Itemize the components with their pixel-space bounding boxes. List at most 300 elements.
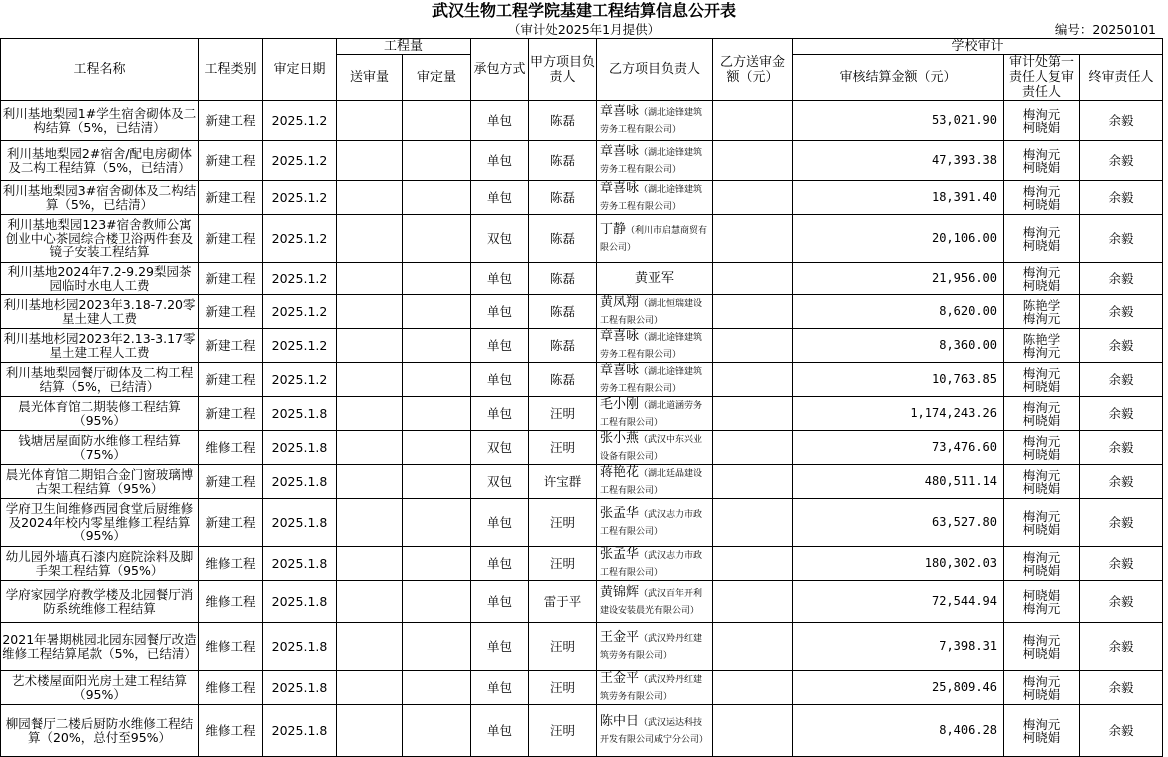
final-responsible-cell: 余毅 bbox=[1080, 141, 1163, 181]
table-row bbox=[1, 499, 1163, 547]
audit-amount-cell: 18,391.40 bbox=[793, 181, 1004, 215]
party-b-amount-cell bbox=[713, 181, 793, 215]
page-subtitle: （审计处2025年1月提供） bbox=[507, 22, 661, 37]
party-b-manager-cell bbox=[597, 397, 713, 431]
table-row bbox=[1, 431, 1163, 465]
final-responsible-cell: 余毅 bbox=[1080, 101, 1163, 141]
party-b-manager-cell bbox=[597, 215, 713, 263]
sent-quantity-cell bbox=[337, 431, 403, 465]
project-name-cell: 利川基地梨园餐厅砌体及二构工程结算（5%，已结清） bbox=[1, 363, 199, 397]
approved-quantity-cell bbox=[403, 215, 471, 263]
audit-amount-cell: 53,021.90 bbox=[793, 101, 1004, 141]
audit-amount-cell: 21,956.00 bbox=[793, 263, 1004, 295]
approval-date-cell: 2025.1.8 bbox=[263, 547, 337, 581]
first-responsible: 梅洵元 bbox=[1022, 632, 1061, 648]
approval-date-cell: 2025.1.2 bbox=[263, 101, 337, 141]
sent-quantity-cell bbox=[337, 363, 403, 397]
first-responsible: 梅洵元 bbox=[1022, 433, 1061, 449]
review-responsible: 柯晓娟 bbox=[1022, 645, 1061, 661]
final-responsible-cell: 余毅 bbox=[1080, 215, 1163, 263]
approved-quantity-cell bbox=[403, 263, 471, 295]
sent-quantity-cell bbox=[337, 329, 403, 363]
approved-quantity-cell bbox=[403, 581, 471, 623]
final-responsible-cell: 余毅 bbox=[1080, 465, 1163, 499]
review-responsible: 柯晓娟 bbox=[1022, 196, 1061, 212]
table-row bbox=[1, 215, 1163, 263]
party-b-amount-cell bbox=[713, 397, 793, 431]
party-b-amount-cell bbox=[713, 499, 793, 547]
party-b-amount-cell bbox=[713, 329, 793, 363]
audit-responsible-cell bbox=[1004, 499, 1080, 547]
project-type-cell: 维修工程 bbox=[199, 705, 263, 757]
col-header-party-b-amount: 乙方送审金额（元） bbox=[713, 39, 793, 101]
contract-type-cell: 单包 bbox=[471, 141, 529, 181]
audit-responsible-cell bbox=[1004, 295, 1080, 329]
approved-quantity-cell bbox=[403, 623, 471, 671]
audit-amount-cell: 480,511.14 bbox=[793, 465, 1004, 499]
contractor-name: 黄亚军 bbox=[635, 271, 675, 287]
first-responsible: 柯晓娟 bbox=[1022, 587, 1061, 603]
sent-quantity-cell bbox=[337, 295, 403, 329]
contractor-name: 章喜咏 bbox=[600, 363, 640, 378]
first-responsible: 梅洵元 bbox=[1022, 673, 1061, 689]
project-type-cell: 维修工程 bbox=[199, 431, 263, 465]
party-b-manager-cell bbox=[597, 101, 713, 141]
contract-type-cell: 双包 bbox=[471, 215, 529, 263]
project-name-cell: 利川基地梨园3#宿舍砌体及二构结算（5%，已结清） bbox=[1, 181, 199, 215]
col-header-party-b: 乙方项目负责人 bbox=[597, 39, 713, 101]
audit-responsible-cell bbox=[1004, 431, 1080, 465]
sent-quantity-cell bbox=[337, 499, 403, 547]
audit-responsible-cell bbox=[1004, 215, 1080, 263]
sent-quantity-cell bbox=[337, 623, 403, 671]
party-a-manager-cell: 陈磊 bbox=[529, 215, 597, 263]
sent-quantity-cell bbox=[337, 263, 403, 295]
party-a-manager-cell: 陈磊 bbox=[529, 263, 597, 295]
table-row bbox=[1, 263, 1163, 295]
review-responsible: 梅洵元 bbox=[1022, 600, 1061, 616]
contract-type-cell: 单包 bbox=[471, 101, 529, 141]
audit-amount-cell: 8,406.28 bbox=[793, 705, 1004, 757]
contractor-name: 章喜咏 bbox=[600, 181, 640, 196]
table-header bbox=[1, 39, 1163, 101]
contractor-name: 张孟华 bbox=[600, 506, 640, 521]
table-row bbox=[1, 181, 1163, 215]
party-a-manager-cell: 陈磊 bbox=[529, 363, 597, 397]
party-b-amount-cell bbox=[713, 465, 793, 499]
contractor-company: （武汉志力市政工程有限公司） bbox=[600, 551, 703, 578]
party-b-manager-cell bbox=[597, 705, 713, 757]
sent-quantity-cell bbox=[337, 181, 403, 215]
sent-quantity-cell bbox=[337, 581, 403, 623]
contract-type-cell: 单包 bbox=[471, 705, 529, 757]
party-a-manager-cell: 雷于平 bbox=[529, 581, 597, 623]
audit-amount-cell: 1,174,243.26 bbox=[793, 397, 1004, 431]
party-b-manager-cell bbox=[597, 465, 713, 499]
approval-date-cell: 2025.1.2 bbox=[263, 181, 337, 215]
contract-type-cell: 单包 bbox=[471, 329, 529, 363]
project-name-cell: 艺术楼屋面阳光房土建工程结算（95%） bbox=[1, 671, 199, 705]
contractor-company: （武汉志力市政工程有限公司） bbox=[600, 510, 703, 537]
first-responsible: 梅洵元 bbox=[1022, 264, 1061, 280]
table-row bbox=[1, 295, 1163, 329]
col-header-school-audit: 学校审计 bbox=[793, 39, 1163, 55]
party-b-manager-cell bbox=[597, 363, 713, 397]
approval-date-cell: 2025.1.8 bbox=[263, 431, 337, 465]
project-type-cell: 新建工程 bbox=[199, 295, 263, 329]
project-type-cell: 新建工程 bbox=[199, 465, 263, 499]
party-a-manager-cell: 许宝群 bbox=[529, 465, 597, 499]
first-responsible: 梅洵元 bbox=[1022, 183, 1061, 199]
table-row bbox=[1, 363, 1163, 397]
final-responsible-cell: 余毅 bbox=[1080, 671, 1163, 705]
review-responsible: 柯晓娟 bbox=[1022, 521, 1061, 537]
review-responsible: 柯晓娟 bbox=[1022, 562, 1061, 578]
review-responsible: 柯晓娟 bbox=[1022, 277, 1061, 293]
contractor-company: （湖北道涵劳务工程有限公司） bbox=[600, 401, 703, 428]
sent-quantity-cell bbox=[337, 141, 403, 181]
final-responsible-cell: 余毅 bbox=[1080, 363, 1163, 397]
approval-date-cell: 2025.1.8 bbox=[263, 623, 337, 671]
project-type-cell: 新建工程 bbox=[199, 499, 263, 547]
final-responsible-cell: 余毅 bbox=[1080, 499, 1163, 547]
contract-type-cell: 单包 bbox=[471, 671, 529, 705]
final-responsible-cell: 余毅 bbox=[1080, 623, 1163, 671]
approved-quantity-cell bbox=[403, 547, 471, 581]
project-type-cell: 新建工程 bbox=[199, 101, 263, 141]
first-responsible: 梅洵元 bbox=[1022, 716, 1061, 732]
party-b-amount-cell bbox=[713, 141, 793, 181]
contractor-name: 张孟华 bbox=[600, 547, 640, 562]
audit-amount-cell: 180,302.03 bbox=[793, 547, 1004, 581]
col-header-sent: 送审量 bbox=[337, 55, 403, 101]
audit-responsible-cell bbox=[1004, 623, 1080, 671]
audit-amount-cell: 47,393.38 bbox=[793, 141, 1004, 181]
party-b-amount-cell bbox=[713, 215, 793, 263]
contract-type-cell: 单包 bbox=[471, 547, 529, 581]
party-b-manager-cell bbox=[597, 547, 713, 581]
audit-responsible-cell bbox=[1004, 705, 1080, 757]
review-responsible: 柯晓娟 bbox=[1022, 159, 1061, 175]
first-responsible: 梅洵元 bbox=[1022, 365, 1061, 381]
party-b-amount-cell bbox=[713, 581, 793, 623]
table-row bbox=[1, 547, 1163, 581]
project-name-cell: 学府家园学府教学楼及北园餐厅消防系统维修工程结算 bbox=[1, 581, 199, 623]
party-b-manager-cell bbox=[597, 263, 713, 295]
contract-type-cell: 单包 bbox=[471, 295, 529, 329]
audit-responsible-cell bbox=[1004, 263, 1080, 295]
table-body bbox=[1, 101, 1163, 757]
table-row bbox=[1, 671, 1163, 705]
party-a-manager-cell: 汪明 bbox=[529, 623, 597, 671]
col-header-approved: 审定量 bbox=[403, 55, 471, 101]
contract-type-cell: 双包 bbox=[471, 431, 529, 465]
contractor-name: 丁静 bbox=[600, 222, 627, 237]
contractor-name: 张小燕 bbox=[600, 431, 640, 446]
contractor-company: （湖北途锋建筑劳务工程有限公司） bbox=[600, 108, 703, 135]
sent-quantity-cell bbox=[337, 671, 403, 705]
contractor-company: （湖北途锋建筑劳务工程有限公司） bbox=[600, 367, 703, 394]
party-a-manager-cell: 陈磊 bbox=[529, 141, 597, 181]
project-name-cell: 晨光体育馆二期铝合金门窗玻璃博古架工程结算（95%） bbox=[1, 465, 199, 499]
first-responsible: 梅洵元 bbox=[1022, 399, 1061, 415]
contract-type-cell: 双包 bbox=[471, 465, 529, 499]
approved-quantity-cell bbox=[403, 499, 471, 547]
project-name-cell: 幼儿园外墙真石漆内庭院涂料及脚手架工程结算（95%） bbox=[1, 547, 199, 581]
party-a-manager-cell: 汪明 bbox=[529, 431, 597, 465]
party-a-manager-cell: 汪明 bbox=[529, 547, 597, 581]
project-type-cell: 新建工程 bbox=[199, 329, 263, 363]
party-b-manager-cell bbox=[597, 499, 713, 547]
project-type-cell: 维修工程 bbox=[199, 581, 263, 623]
project-type-cell: 新建工程 bbox=[199, 363, 263, 397]
col-header-contract: 承包方式 bbox=[471, 39, 529, 101]
contractor-company: （湖北恒瑞建设工程有限公司） bbox=[600, 299, 703, 326]
contractor-company: （武汉运达科技开发有限公司咸宁分公司） bbox=[600, 718, 709, 745]
final-responsible-cell: 余毅 bbox=[1080, 397, 1163, 431]
table-row bbox=[1, 623, 1163, 671]
sent-quantity-cell bbox=[337, 397, 403, 431]
first-responsible: 陈艳学 bbox=[1022, 331, 1061, 347]
approval-date-cell: 2025.1.8 bbox=[263, 499, 337, 547]
approval-date-cell: 2025.1.2 bbox=[263, 215, 337, 263]
col-header-audit-responsible: 审计处第一责任人复审责任人 bbox=[1004, 55, 1080, 101]
audit-amount-cell: 63,527.80 bbox=[793, 499, 1004, 547]
party-b-amount-cell bbox=[713, 671, 793, 705]
project-name-cell: 利川基地杉园2023年2.13-3.17零星土建工程人工费 bbox=[1, 329, 199, 363]
party-b-amount-cell bbox=[713, 431, 793, 465]
first-responsible: 梅洵元 bbox=[1022, 106, 1061, 122]
contractor-company: （湖北途锋建筑劳务工程有限公司） bbox=[600, 148, 703, 175]
contract-type-cell: 单包 bbox=[471, 363, 529, 397]
sent-quantity-cell bbox=[337, 101, 403, 141]
review-responsible: 柯晓娟 bbox=[1022, 686, 1061, 702]
contractor-company: （湖北廷晶建设工程有限公司） bbox=[600, 469, 703, 496]
contract-type-cell: 单包 bbox=[471, 263, 529, 295]
review-responsible: 柯晓娟 bbox=[1022, 480, 1061, 496]
first-responsible: 梅洵元 bbox=[1022, 146, 1061, 162]
audit-amount-cell: 7,398.31 bbox=[793, 623, 1004, 671]
table-row bbox=[1, 705, 1163, 757]
project-name-cell: 学府卫生间维修西园食堂后厨维修及2024年校内零星维修工程结算（95%） bbox=[1, 499, 199, 547]
project-name-cell: 钱塘居屋面防水维修工程结算（75%） bbox=[1, 431, 199, 465]
final-responsible-cell: 余毅 bbox=[1080, 431, 1163, 465]
table-row bbox=[1, 329, 1163, 363]
first-responsible: 陈艳学 bbox=[1022, 297, 1061, 313]
party-a-manager-cell: 陈磊 bbox=[529, 295, 597, 329]
audit-responsible-cell bbox=[1004, 329, 1080, 363]
contractor-name: 王金平 bbox=[600, 630, 640, 645]
party-b-amount-cell bbox=[713, 363, 793, 397]
approved-quantity-cell bbox=[403, 101, 471, 141]
audit-amount-cell: 8,620.00 bbox=[793, 295, 1004, 329]
approval-date-cell: 2025.1.2 bbox=[263, 141, 337, 181]
audit-amount-cell: 73,476.60 bbox=[793, 431, 1004, 465]
audit-amount-cell: 10,763.85 bbox=[793, 363, 1004, 397]
approval-date-cell: 2025.1.8 bbox=[263, 581, 337, 623]
party-a-manager-cell: 陈磊 bbox=[529, 329, 597, 363]
contractor-name: 章喜咏 bbox=[600, 104, 640, 119]
party-a-manager-cell: 汪明 bbox=[529, 397, 597, 431]
party-b-manager-cell bbox=[597, 671, 713, 705]
approval-date-cell: 2025.1.8 bbox=[263, 705, 337, 757]
party-a-manager-cell: 陈磊 bbox=[529, 101, 597, 141]
party-b-manager-cell bbox=[597, 623, 713, 671]
approved-quantity-cell bbox=[403, 329, 471, 363]
approved-quantity-cell bbox=[403, 431, 471, 465]
approval-date-cell: 2025.1.8 bbox=[263, 397, 337, 431]
approval-date-cell: 2025.1.2 bbox=[263, 263, 337, 295]
audit-responsible-cell bbox=[1004, 181, 1080, 215]
audit-responsible-cell bbox=[1004, 101, 1080, 141]
contractor-name: 章喜咏 bbox=[600, 144, 640, 159]
project-name-cell: 利川基地梨园123#宿舍教师公寓创业中心茶园综合楼卫浴两件套及镜子安装工程结算 bbox=[1, 215, 199, 263]
approved-quantity-cell bbox=[403, 141, 471, 181]
audit-responsible-cell bbox=[1004, 465, 1080, 499]
settlement-table bbox=[0, 38, 1163, 757]
approval-date-cell: 2025.1.2 bbox=[263, 329, 337, 363]
party-b-manager-cell bbox=[597, 181, 713, 215]
audit-amount-cell: 25,809.46 bbox=[793, 671, 1004, 705]
contractor-company: （湖北途锋建筑劳务工程有限公司） bbox=[600, 185, 703, 212]
approval-date-cell: 2025.1.8 bbox=[263, 465, 337, 499]
final-responsible-cell: 余毅 bbox=[1080, 547, 1163, 581]
first-responsible: 梅洵元 bbox=[1022, 549, 1061, 565]
party-a-manager-cell: 陈磊 bbox=[529, 181, 597, 215]
audit-amount-cell: 72,544.94 bbox=[793, 581, 1004, 623]
document-number: 编号：20250101 bbox=[1054, 22, 1156, 37]
contract-type-cell: 单包 bbox=[471, 181, 529, 215]
project-name-cell: 利川基地梨园2#宿舍/配电房砌体及二构工程结算（5%，已结清） bbox=[1, 141, 199, 181]
review-responsible: 柯晓娟 bbox=[1022, 237, 1061, 253]
audit-responsible-cell bbox=[1004, 363, 1080, 397]
project-name-cell: 利川基地2024年7.2-9.29梨园茶园临时水电人工费 bbox=[1, 263, 199, 295]
project-type-cell: 维修工程 bbox=[199, 623, 263, 671]
final-responsible-cell: 余毅 bbox=[1080, 295, 1163, 329]
project-name-cell: 利川基地杉园2023年3.18-7.20零星土建人工费 bbox=[1, 295, 199, 329]
col-header-date: 审定日期 bbox=[263, 39, 337, 101]
party-b-amount-cell bbox=[713, 263, 793, 295]
party-b-manager-cell bbox=[597, 329, 713, 363]
project-name-cell: 晨光体育馆二期装修工程结算（95%） bbox=[1, 397, 199, 431]
contractor-name: 黄锦辉 bbox=[600, 585, 640, 600]
audit-responsible-cell bbox=[1004, 547, 1080, 581]
project-type-cell: 新建工程 bbox=[199, 181, 263, 215]
project-type-cell: 新建工程 bbox=[199, 141, 263, 181]
contractor-name: 黄凤翔 bbox=[600, 295, 640, 310]
project-type-cell: 维修工程 bbox=[199, 671, 263, 705]
contract-type-cell: 单包 bbox=[471, 581, 529, 623]
review-responsible: 柯晓娟 bbox=[1022, 378, 1061, 394]
contractor-company: （利川市启慧商贸有限公司） bbox=[600, 226, 708, 253]
party-b-manager-cell bbox=[597, 141, 713, 181]
page-title: 武汉生物工程学院基建工程结算信息公开表 bbox=[431, 1, 736, 20]
final-responsible-cell: 余毅 bbox=[1080, 329, 1163, 363]
approved-quantity-cell bbox=[403, 705, 471, 757]
contractor-name: 陈中日 bbox=[600, 714, 640, 729]
party-b-amount-cell bbox=[713, 295, 793, 329]
approval-date-cell: 2025.1.2 bbox=[263, 295, 337, 329]
project-type-cell: 新建工程 bbox=[199, 215, 263, 263]
approval-date-cell: 2025.1.8 bbox=[263, 671, 337, 705]
audit-responsible-cell bbox=[1004, 581, 1080, 623]
contractor-name: 章喜咏 bbox=[600, 329, 640, 344]
approved-quantity-cell bbox=[403, 465, 471, 499]
party-b-manager-cell bbox=[597, 295, 713, 329]
col-header-party-a: 甲方项目负责人 bbox=[529, 39, 597, 101]
party-b-amount-cell bbox=[713, 101, 793, 141]
col-header-type: 工程类别 bbox=[199, 39, 263, 101]
contractor-company: （武汉百年开利建设安装晨光有限公司） bbox=[600, 589, 703, 616]
contractor-company: （武汉中东兴业设备有限公司） bbox=[600, 435, 703, 462]
final-responsible-cell: 余毅 bbox=[1080, 263, 1163, 295]
review-responsible: 梅洵元 bbox=[1022, 310, 1061, 326]
party-b-manager-cell bbox=[597, 431, 713, 465]
project-type-cell: 维修工程 bbox=[199, 547, 263, 581]
contractor-name: 王金平 bbox=[600, 671, 640, 686]
review-responsible: 柯晓娟 bbox=[1022, 119, 1061, 135]
review-responsible: 梅洵元 bbox=[1022, 344, 1061, 360]
table-row bbox=[1, 141, 1163, 181]
approved-quantity-cell bbox=[403, 181, 471, 215]
party-a-manager-cell: 汪明 bbox=[529, 705, 597, 757]
sent-quantity-cell bbox=[337, 547, 403, 581]
col-header-audit-amount: 审核结算金额（元） bbox=[793, 55, 1004, 101]
party-a-manager-cell: 汪明 bbox=[529, 499, 597, 547]
final-responsible-cell: 余毅 bbox=[1080, 581, 1163, 623]
approval-date-cell: 2025.1.2 bbox=[263, 363, 337, 397]
first-responsible: 梅洵元 bbox=[1022, 467, 1061, 483]
first-responsible: 梅洵元 bbox=[1022, 508, 1061, 524]
contractor-name: 蒋艳花 bbox=[600, 465, 640, 480]
audit-amount-cell: 8,360.00 bbox=[793, 329, 1004, 363]
audit-amount-cell: 20,106.00 bbox=[793, 215, 1004, 263]
audit-responsible-cell bbox=[1004, 671, 1080, 705]
project-type-cell: 新建工程 bbox=[199, 397, 263, 431]
contract-type-cell: 单包 bbox=[471, 499, 529, 547]
col-header-final-responsible: 终审责任人 bbox=[1080, 55, 1163, 101]
approved-quantity-cell bbox=[403, 295, 471, 329]
audit-responsible-cell bbox=[1004, 397, 1080, 431]
contractor-name: 毛小刚 bbox=[600, 397, 640, 412]
party-a-manager-cell: 汪明 bbox=[529, 671, 597, 705]
approved-quantity-cell bbox=[403, 363, 471, 397]
col-header-name: 工程名称 bbox=[1, 39, 199, 101]
approved-quantity-cell bbox=[403, 671, 471, 705]
party-b-amount-cell bbox=[713, 705, 793, 757]
sent-quantity-cell bbox=[337, 215, 403, 263]
contract-type-cell: 单包 bbox=[471, 397, 529, 431]
sent-quantity-cell bbox=[337, 705, 403, 757]
review-responsible: 柯晓娟 bbox=[1022, 412, 1061, 428]
table-row bbox=[1, 465, 1163, 499]
table-row bbox=[1, 101, 1163, 141]
project-type-cell: 新建工程 bbox=[199, 263, 263, 295]
contractor-company: （湖北途锋建筑劳务工程有限公司） bbox=[600, 333, 703, 360]
project-name-cell: 柳园餐厅二楼后厨防水维修工程结算（20%，总付至95%） bbox=[1, 705, 199, 757]
sent-quantity-cell bbox=[337, 465, 403, 499]
audit-responsible-cell bbox=[1004, 141, 1080, 181]
final-responsible-cell: 余毅 bbox=[1080, 705, 1163, 757]
party-b-amount-cell bbox=[713, 547, 793, 581]
review-responsible: 柯晓娟 bbox=[1022, 729, 1061, 745]
project-name-cell: 2021年暑期桃园北园东园餐厅改造维修工程结算尾款（5%，已结清） bbox=[1, 623, 199, 671]
first-responsible: 梅洵元 bbox=[1022, 224, 1061, 240]
contract-type-cell: 单包 bbox=[471, 623, 529, 671]
party-b-amount-cell bbox=[713, 623, 793, 671]
table-row bbox=[1, 581, 1163, 623]
approved-quantity-cell bbox=[403, 397, 471, 431]
